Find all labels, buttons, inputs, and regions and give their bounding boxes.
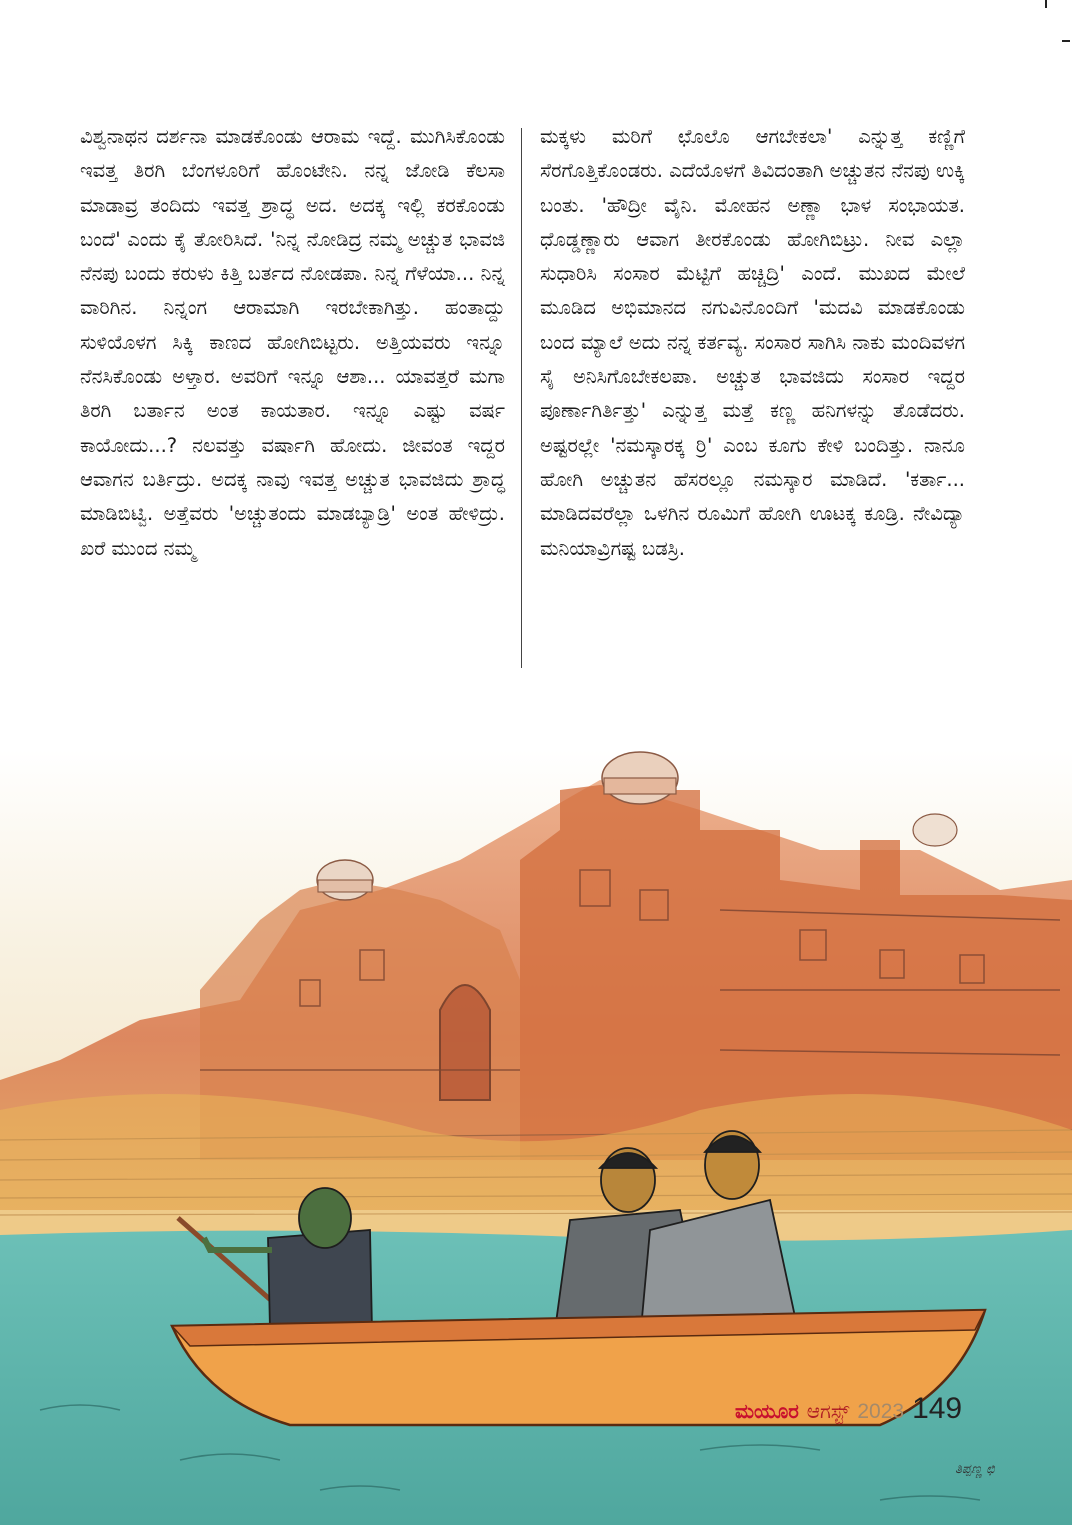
crop-mark-top (1045, 0, 1047, 8)
page-number: 149 (912, 1392, 963, 1425)
dome-left-base (318, 880, 372, 892)
dome-right (913, 814, 957, 846)
article-text-right: ಮಕ್ಕಳು ಮರಿಗೆ ಛೊಲೊ ಆಗಬೇಕಲಾ' ಎನ್ನುತ್ತ ಕಣ್ಣಿಗೆ ಸೆರಗೊತ್ತಿಕೊಂಡರು. ಎದೆಯೊಳಗೆ ತಿವಿದಂತಾಗಿ ಅಚ್ಚುತನ ನೆನಪು ಉಕ್ಕಿ ಬಂತು. 'ಹೌದ್ರೀ ವೈನಿ. ಮೋಹನ ಅಣ್ಣಾ ಭಾಳ ಸಂಭಾಯತ. ಧೊಡ್ಡಣ್ಣಾರು ಆವಾಗ ತೀರಕೊಂಡು ಹೋಗಿಬಿಟ್ರು. ನೀವ ಎಲ್ಲಾ ಸುಧಾರಿಸಿ ಸಂಸಾರ ಮೆಟ್ಟಿಗೆ ಹಚ್ಚಿದ್ರಿ' ಎಂದೆ. ಮುಖದ ಮೇಲೆ ಮೂಡಿದ ಅಭಿಮಾನದ ನಗುವಿನೊಂದಿಗೆ 'ಮದವಿ ಮಾಡಕೊಂಡು ಬಂದ ಮ್ಯಾಲೆ ಅದು ನನ್ನ ಕರ್ತವ್ಯ. ಸಂಸಾರ ಸಾಗಿಸಿ ನಾಕು ಮಂದಿವಳಗ ಸೈ ಅನಿಸಿಗೊಬೇಕಲಪಾ. ಅಚ್ಚುತ ಭಾವಜಿದು ಸಂಸಾರ ಇದ್ದರ ಪೂರ್ಣಾಗಿರ್ತಿತ್ತು' ಎನ್ನುತ್ತ ಮತ್ತೆ ಕಣ್ಣ ಹನಿಗಳನ್ನು ತೊಡೆದರು. ಅಷ್ಟರಲ್ಲೇ 'ನಮಸ್ಕಾರಕ್ಕ ರ್ರಿ' ಎಂಬ ಕೂಗು ಕೇಳಿ ಬಂದಿತ್ತು. ನಾನೂ ಹೋಗಿ ಅಚ್ಚುತನ ಹೆಸರಲ್ಲೂ ನಮಸ್ಕಾರ ಮಾಡಿದೆ. 'ಕರ್ತಾ... ಮಾಡಿದವರೆಲ್ಲಾ ಒಳಗಿನ ರೂಮಿಗೆ ಹೋಗಿ ಊಟಕ್ಕ ಕೂಡ್ರಿ. ನೇವಿದ್ಯಾ ಮನಿಯಾವ್ರಿಗಷ್ಟ ಬಡಸ್ರಿ. (540, 125, 965, 560)
oarsman-head (299, 1188, 351, 1248)
issue-year: 2023 (857, 1400, 905, 1423)
issue-month: ಆಗಸ್ಟ್ (806, 1401, 850, 1423)
article-column-left (80, 120, 505, 566)
article-column-right (540, 120, 965, 566)
magazine-name: ಮಯೂರ (735, 1401, 799, 1423)
crop-mark-right (1062, 40, 1070, 42)
article-body (80, 120, 980, 676)
page-folio (735, 1392, 962, 1432)
article-text-left: ವಿಶ್ವನಾಥನ ದರ್ಶನಾ ಮಾಡಕೊಂಡು ಆರಾಮ ಇದ್ದೆ. ಮುಗಿಸಿಕೊಂಡು ಇವತ್ತ ತಿರಗಿ ಬೆಂಗಳೂರಿಗೆ ಹೊಂಟೇನಿ. ನನ್ನ ಜೋಡಿ ಕೆಲಸಾ ಮಾಡಾವ್ರ ತಂದಿದು ಇವತ್ತ ಶ್ರಾದ್ಧ ಅದ. ಅದಕ್ಕ ಇಲ್ಲಿ ಕರಕೊಂಡು ಬಂದೆ' ಎಂದು ಕೈ ತೋರಿಸಿದೆ. 'ನಿನ್ನ ನೋಡಿದ್ರ ನಮ್ಮ ಅಚ್ಚುತ ಭಾವಜಿ ನೆನಪು ಬಂದು ಕರುಳು ಕಿತ್ತಿ ಬರ್ತದ ನೋಡಪಾ. ನಿನ್ನ ಗೆಳೆಯಾ... ನಿನ್ನ ವಾರಿಗಿನ. ನಿನ್ನಂಗ ಆರಾಮಾಗಿ ಇರಬೇಕಾಗಿತ್ತು. ಹಂತಾದ್ದು ಸುಳಿಯೊಳಗ ಸಿಕ್ಕಿ ಕಾಣದ ಹೋಗಿಬಿಟ್ಟರು. ಅತ್ತಿಯವರು ಇನ್ನೂ ನೆನಸಿಕೊಂಡು ಅಳ್ತಾರ. ಅವರಿಗೆ ಇನ್ನೂ ಆಶಾ... ಯಾವತ್ತರೆ ಮಗಾ ತಿರಗಿ ಬರ್ತಾನ ಅಂತ ಕಾಯತಾರ. ಇನ್ನೂ ಎಷ್ಟು ವರ್ಷ ಕಾಯೋದು...? ನಲವತ್ತು ವರ್ಷಾಗಿ ಹೋದು. ಜೀವಂತ ಇದ್ದರ ಆವಾಗನ ಬರ್ತಿದ್ರು. ಅದಕ್ಕ ನಾವು ಇವತ್ತ ಅಚ್ಚುತ ಭಾವಜಿದು ಶ್ರಾದ್ಧ ಮಾಡಿಬಿಟ್ವಿ. ಅತ್ತೆವರು 'ಅಚ್ಚುತಂದು ಮಾಡಬ್ಯಾಡ್ರಿ' ಅಂತ ಹೇಳಿದ್ರು. ಖರೆ ಮುಂದ ನಮ್ಮ (80, 125, 505, 560)
artist-signature: ತಿಪ್ಪಣ್ಣ ಛಿ (955, 1462, 995, 1477)
column-divider (521, 128, 522, 668)
gateway-arch (440, 985, 490, 1100)
dome-center-base (604, 778, 676, 794)
